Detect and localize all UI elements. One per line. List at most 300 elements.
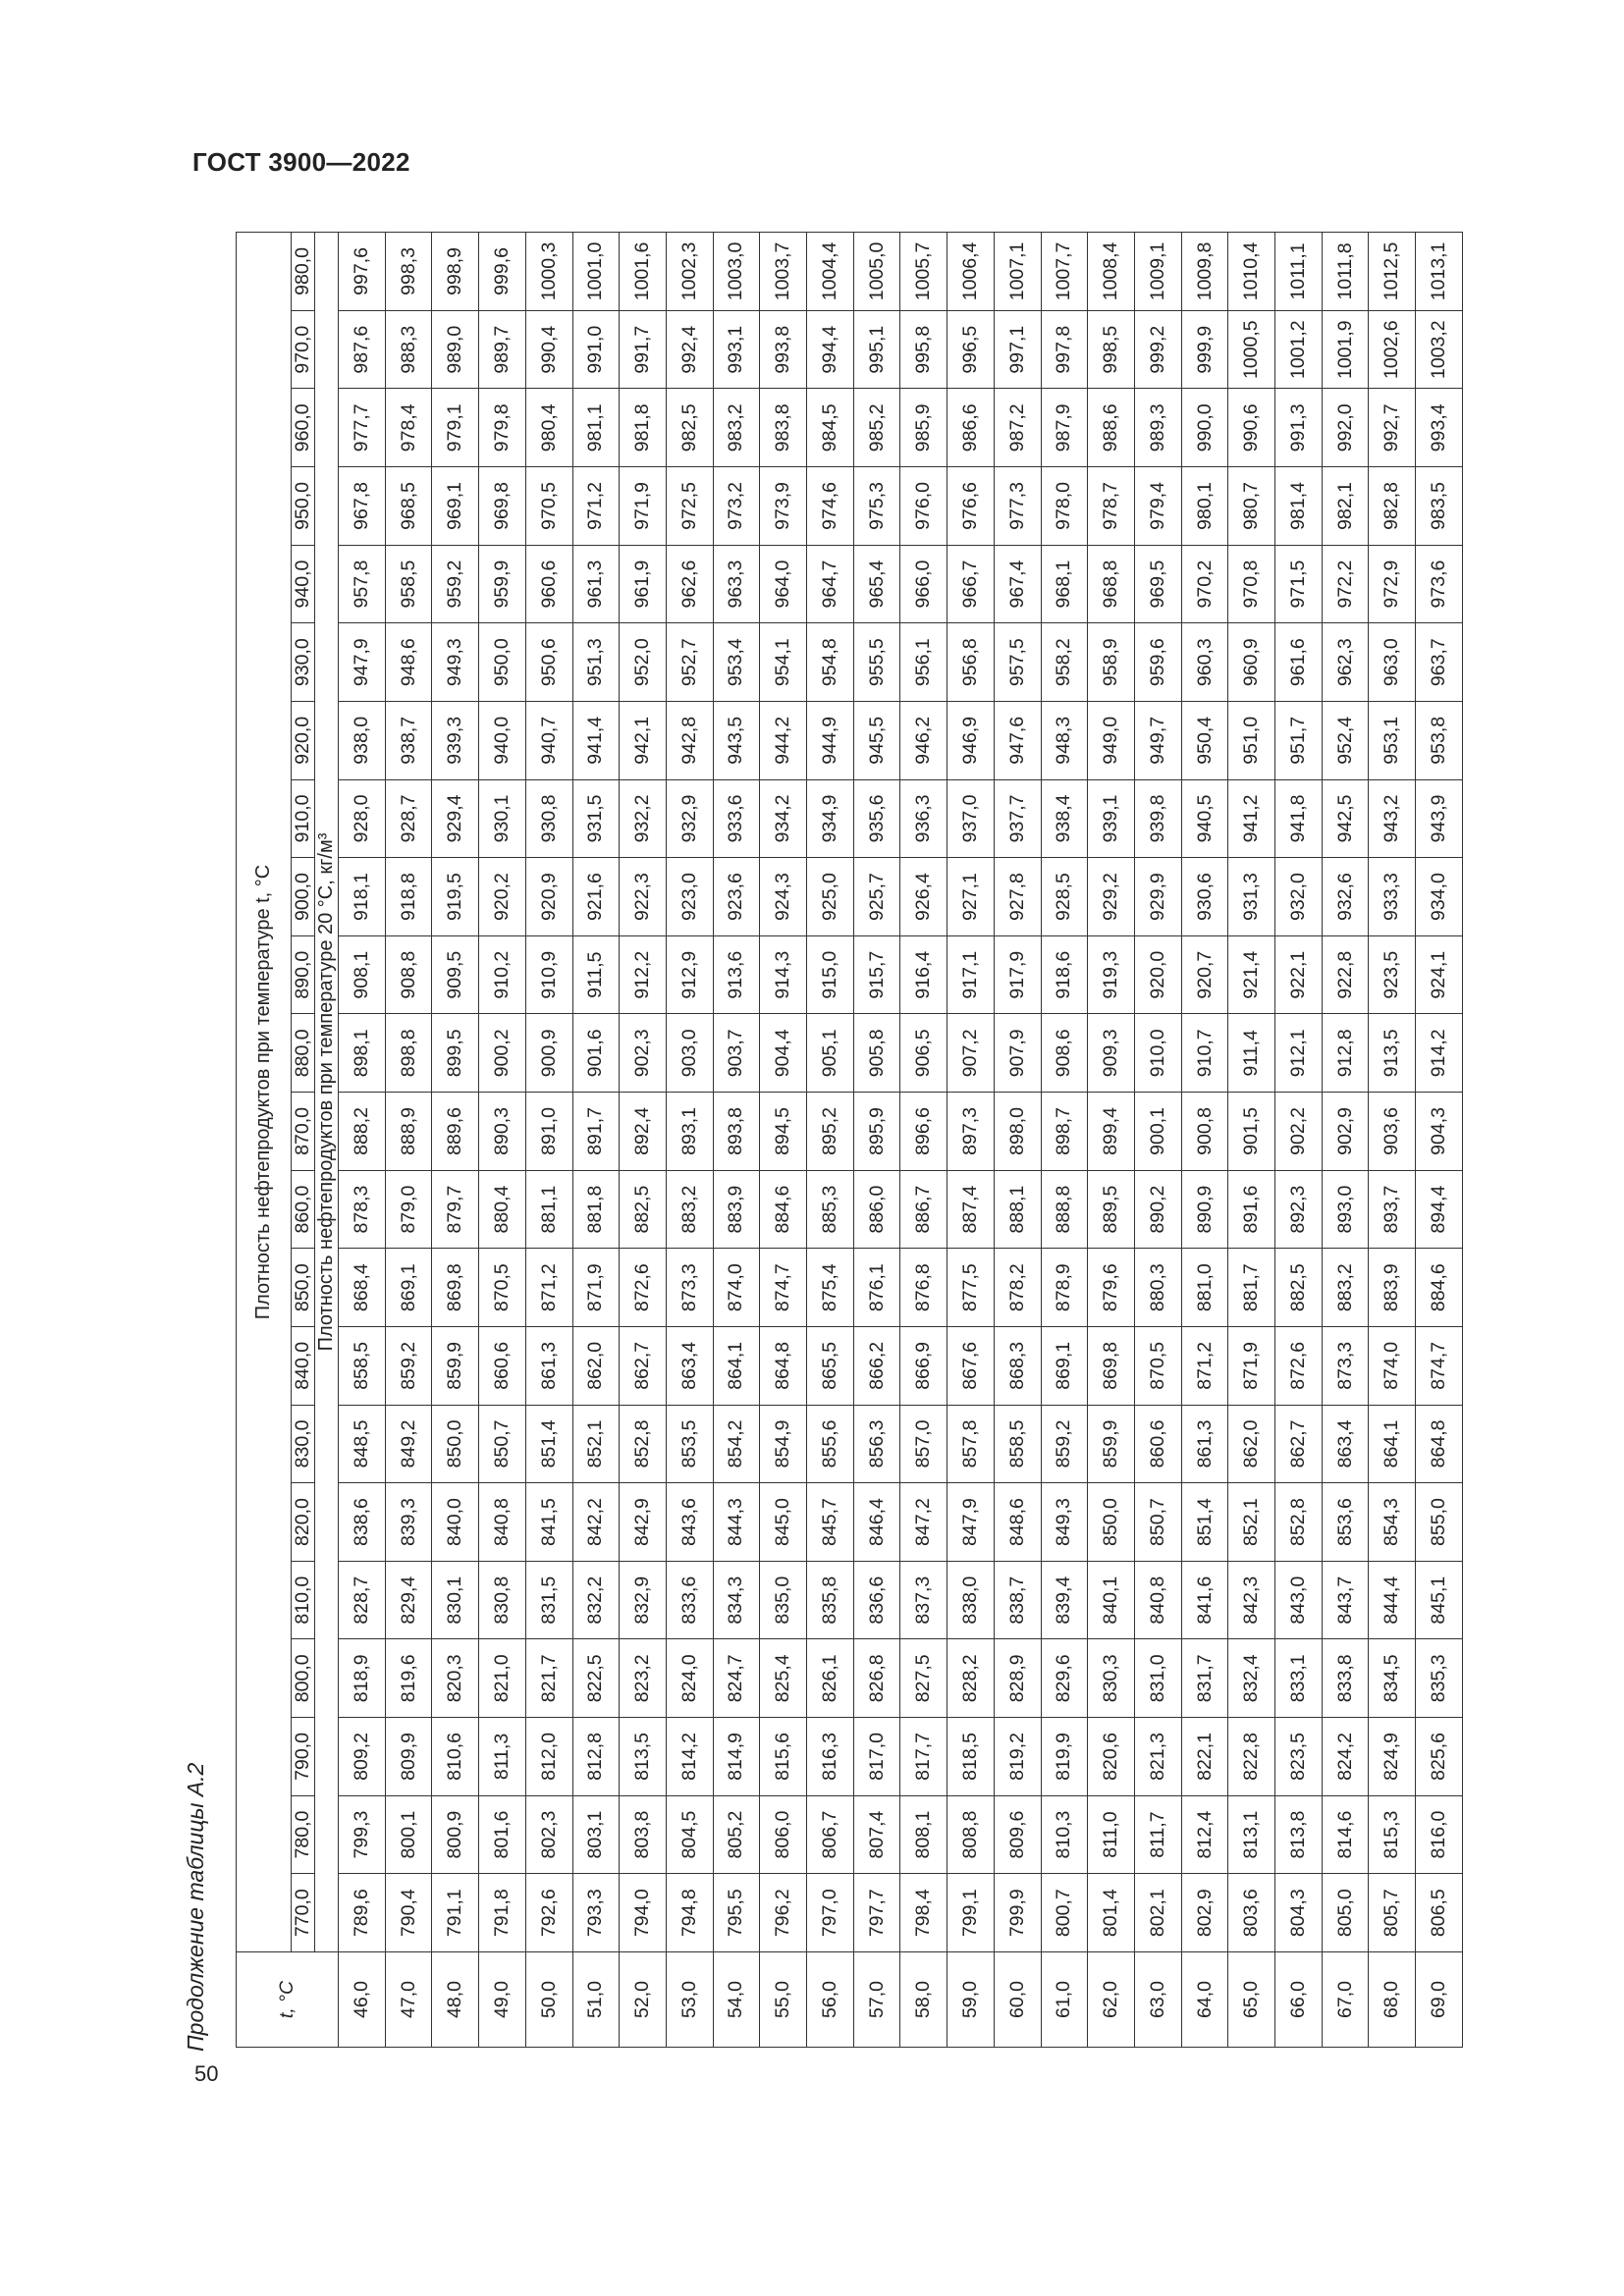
density-cell: 904,3 xyxy=(1416,1093,1463,1171)
density-cell: 852,8 xyxy=(1275,1483,1323,1562)
density-cell: 884,6 xyxy=(1416,1249,1463,1327)
density-cell: 891,7 xyxy=(572,1093,620,1171)
density-cell: 824,2 xyxy=(1322,1718,1369,1796)
density-cell: 812,8 xyxy=(572,1718,620,1796)
density-cell: 811,7 xyxy=(1134,1795,1181,1874)
density-cell: 903,6 xyxy=(1369,1093,1416,1171)
density-cell: 923,6 xyxy=(713,858,760,936)
density-cell: 938,4 xyxy=(1041,779,1088,858)
density-cell: 961,9 xyxy=(620,545,667,623)
density-cell: 953,1 xyxy=(1369,702,1416,780)
density-cell: 867,6 xyxy=(947,1327,995,1406)
density-cell: 940,5 xyxy=(1181,779,1228,858)
density-cell: 919,5 xyxy=(432,858,479,936)
temperature-cell: 58,0 xyxy=(900,1952,947,2048)
density-cell: 1007,7 xyxy=(1041,233,1088,311)
density-cell: 941,4 xyxy=(572,702,620,780)
density-cell: 1005,7 xyxy=(900,233,947,311)
density-cell: 852,1 xyxy=(1228,1483,1275,1562)
density-cell: 966,7 xyxy=(947,545,995,623)
density-cell: 932,9 xyxy=(666,779,713,858)
density-cell: 818,9 xyxy=(339,1639,386,1718)
column-header: 980,0 xyxy=(292,233,315,311)
density-cell: 917,9 xyxy=(994,935,1041,1014)
density-cell: 838,6 xyxy=(339,1483,386,1562)
density-cell: 968,1 xyxy=(1041,545,1088,623)
density-cell: 803,6 xyxy=(1228,1874,1275,1952)
density-cell: 840,1 xyxy=(1088,1561,1135,1639)
density-cell: 1011,1 xyxy=(1275,233,1323,311)
density-cell: 842,3 xyxy=(1228,1561,1275,1639)
density-cell: 977,3 xyxy=(994,467,1041,546)
density-cell: 987,9 xyxy=(1041,389,1088,467)
density-cell: 944,2 xyxy=(760,702,807,780)
density-cell: 857,8 xyxy=(947,1405,995,1483)
density-cell: 942,5 xyxy=(1322,779,1369,858)
density-cell: 879,0 xyxy=(385,1170,432,1249)
density-cell: 994,4 xyxy=(807,310,854,389)
density-cell: 949,7 xyxy=(1134,702,1181,780)
density-cell: 878,2 xyxy=(994,1249,1041,1327)
density-cell: 841,6 xyxy=(1181,1561,1228,1639)
density-cell: 822,8 xyxy=(1228,1718,1275,1796)
density-cell: 986,6 xyxy=(947,389,995,467)
density-cell: 938,0 xyxy=(339,702,386,780)
density-cell: 799,3 xyxy=(339,1795,386,1874)
density-cell: 951,0 xyxy=(1228,702,1275,780)
density-cell: 933,6 xyxy=(713,779,760,858)
density-cell: 928,7 xyxy=(385,779,432,858)
density-cell: 957,8 xyxy=(339,545,386,623)
density-cell: 860,6 xyxy=(1134,1405,1181,1483)
density-cell: 805,2 xyxy=(713,1795,760,1874)
density-cell: 992,0 xyxy=(1322,389,1369,467)
table-row xyxy=(666,233,713,2048)
density-cell: 951,3 xyxy=(572,623,620,702)
density-cell: 892,4 xyxy=(620,1093,667,1171)
density-cell: 907,9 xyxy=(994,1014,1041,1093)
density-cell: 834,3 xyxy=(713,1561,760,1639)
density-cell: 947,6 xyxy=(994,702,1041,780)
density-cell: 811,3 xyxy=(479,1718,526,1796)
density-cell: 909,3 xyxy=(1088,1014,1135,1093)
density-cell: 808,1 xyxy=(900,1795,947,1874)
density-cell: 901,6 xyxy=(572,1014,620,1093)
density-cell: 945,5 xyxy=(853,702,900,780)
density-cell: 844,4 xyxy=(1369,1561,1416,1639)
column-header: 890,0 xyxy=(292,935,315,1014)
density-cell: 1005,0 xyxy=(853,233,900,311)
table-row xyxy=(1416,233,1463,2048)
density-cell: 987,6 xyxy=(339,310,386,389)
density-cell: 800,1 xyxy=(385,1795,432,1874)
temperature-cell: 56,0 xyxy=(807,1952,854,2048)
density-cell: 920,0 xyxy=(1134,935,1181,1014)
density-cell: 990,6 xyxy=(1228,389,1275,467)
density-cell: 802,1 xyxy=(1134,1874,1181,1952)
temperature-cell: 67,0 xyxy=(1322,1952,1369,2048)
density-cell: 814,6 xyxy=(1322,1795,1369,1874)
density-cell: 864,8 xyxy=(1416,1405,1463,1483)
density-cell: 816,0 xyxy=(1416,1795,1463,1874)
density-cell: 794,8 xyxy=(666,1874,713,1952)
density-cell: 989,7 xyxy=(479,310,526,389)
density-cell: 873,3 xyxy=(1322,1327,1369,1406)
density-cell: 977,7 xyxy=(339,389,386,467)
density-cell: 939,1 xyxy=(1088,779,1135,858)
density-cell: 1009,1 xyxy=(1134,233,1181,311)
density-cell: 860,6 xyxy=(479,1327,526,1406)
density-cell: 893,1 xyxy=(666,1093,713,1171)
density-cell: 1000,3 xyxy=(525,233,572,311)
density-cell: 955,5 xyxy=(853,623,900,702)
density-cell: 833,8 xyxy=(1322,1639,1369,1718)
density-cell: 792,6 xyxy=(525,1874,572,1952)
density-cell: 854,2 xyxy=(713,1405,760,1483)
density-cell: 862,7 xyxy=(1275,1405,1323,1483)
density-cell: 943,2 xyxy=(1369,779,1416,858)
table-row xyxy=(1134,233,1181,2048)
density-cell: 929,4 xyxy=(432,779,479,858)
density-cell: 942,1 xyxy=(620,702,667,780)
column-header: 870,0 xyxy=(292,1093,315,1171)
density-cell: 880,4 xyxy=(479,1170,526,1249)
density-cell: 921,4 xyxy=(1228,935,1275,1014)
density-cell: 937,7 xyxy=(994,779,1041,858)
density-cell: 990,0 xyxy=(1181,389,1228,467)
density-cell: 913,5 xyxy=(1369,1014,1416,1093)
density-cell: 943,5 xyxy=(713,702,760,780)
density-cell: 987,2 xyxy=(994,389,1041,467)
density-cell: 859,9 xyxy=(432,1327,479,1406)
density-cell: 969,1 xyxy=(432,467,479,546)
density-cell: 813,5 xyxy=(620,1718,667,1796)
column-header: 790,0 xyxy=(292,1718,315,1796)
density-cell: 908,8 xyxy=(385,935,432,1014)
table-row xyxy=(432,233,479,2048)
density-cell: 976,6 xyxy=(947,467,995,546)
density-cell: 941,2 xyxy=(1228,779,1275,858)
density-cell: 998,5 xyxy=(1088,310,1135,389)
density-cell: 897,3 xyxy=(947,1093,995,1171)
density-cell: 888,9 xyxy=(385,1093,432,1171)
density-cell: 967,4 xyxy=(994,545,1041,623)
density-cell: 820,6 xyxy=(1088,1718,1135,1796)
density-cell: 850,0 xyxy=(1088,1483,1135,1562)
density-cell: 991,0 xyxy=(572,310,620,389)
density-cell: 837,3 xyxy=(900,1561,947,1639)
density-cell: 851,4 xyxy=(525,1405,572,1483)
density-cell: 957,5 xyxy=(994,623,1041,702)
column-header: 850,0 xyxy=(292,1249,315,1327)
table-row xyxy=(807,233,854,2048)
table-row xyxy=(1088,233,1135,2048)
density-cell: 908,6 xyxy=(1041,1014,1088,1093)
density-cell: 824,9 xyxy=(1369,1718,1416,1796)
density-cell: 978,7 xyxy=(1088,467,1135,546)
density-cell: 997,8 xyxy=(1041,310,1088,389)
density-cell: 950,4 xyxy=(1181,702,1228,780)
density-cell: 832,9 xyxy=(620,1561,667,1639)
density-cell: 912,1 xyxy=(1275,1014,1323,1093)
density-cell: 863,4 xyxy=(1322,1405,1369,1483)
density-cell: 956,8 xyxy=(947,623,995,702)
density-cell: 963,0 xyxy=(1369,623,1416,702)
density-cell: 1011,8 xyxy=(1322,233,1369,311)
density-cell: 922,8 xyxy=(1322,935,1369,1014)
density-cell: 858,5 xyxy=(994,1405,1041,1483)
density-cell: 999,6 xyxy=(479,233,526,311)
table-row xyxy=(853,233,900,2048)
density-cell: 843,7 xyxy=(1322,1561,1369,1639)
density-cell: 884,6 xyxy=(760,1170,807,1249)
density-cell: 940,7 xyxy=(525,702,572,780)
density-cell: 999,2 xyxy=(1134,310,1181,389)
density-cell: 791,1 xyxy=(432,1874,479,1952)
density-cell: 835,3 xyxy=(1416,1639,1463,1718)
density-cell: 802,9 xyxy=(1181,1874,1228,1952)
density-cell: 954,1 xyxy=(760,623,807,702)
density-cell: 963,3 xyxy=(713,545,760,623)
density-cell: 869,8 xyxy=(1088,1327,1135,1406)
density-cell: 991,7 xyxy=(620,310,667,389)
density-cell: 814,2 xyxy=(666,1718,713,1796)
density-cell: 929,2 xyxy=(1088,858,1135,936)
density-cell: 962,3 xyxy=(1322,623,1369,702)
density-cell: 862,0 xyxy=(1228,1405,1275,1483)
density-cell: 909,5 xyxy=(432,935,479,1014)
density-cell: 866,2 xyxy=(853,1327,900,1406)
table-row xyxy=(900,233,947,2048)
column-header: 840,0 xyxy=(292,1327,315,1406)
density-cell: 950,6 xyxy=(525,623,572,702)
density-cell: 982,5 xyxy=(666,389,713,467)
density-cell: 910,9 xyxy=(525,935,572,1014)
temperature-cell: 49,0 xyxy=(479,1952,526,2048)
density-cell: 881,8 xyxy=(572,1170,620,1249)
column-header: 930,0 xyxy=(292,623,315,702)
density-cell: 971,2 xyxy=(572,467,620,546)
table-row xyxy=(1181,233,1228,2048)
temperature-cell: 66,0 xyxy=(1275,1952,1323,2048)
density-cell: 980,7 xyxy=(1228,467,1275,546)
density-cell: 981,4 xyxy=(1275,467,1323,546)
density-cell: 864,1 xyxy=(713,1327,760,1406)
density-cell: 805,0 xyxy=(1322,1874,1369,1952)
density-cell: 920,2 xyxy=(479,858,526,936)
density-cell: 856,3 xyxy=(853,1405,900,1483)
density-cell: 956,1 xyxy=(900,623,947,702)
density-cell: 830,8 xyxy=(479,1561,526,1639)
temperature-cell: 46,0 xyxy=(339,1952,386,2048)
density-cell: 812,0 xyxy=(525,1718,572,1796)
density-cell: 840,0 xyxy=(432,1483,479,1562)
density-cell: 911,5 xyxy=(572,935,620,1014)
density-cell: 895,9 xyxy=(853,1093,900,1171)
table-row xyxy=(479,233,526,2048)
density-cell: 970,8 xyxy=(1228,545,1275,623)
density-cell: 854,9 xyxy=(760,1405,807,1483)
density-cell: 983,5 xyxy=(1416,467,1463,546)
density-cell: 949,0 xyxy=(1088,702,1135,780)
density-cell: 935,6 xyxy=(853,779,900,858)
density-cell: 874,7 xyxy=(760,1249,807,1327)
density-cell: 870,5 xyxy=(1134,1327,1181,1406)
density-cell: 881,7 xyxy=(1228,1249,1275,1327)
temperature-cell: 62,0 xyxy=(1088,1952,1135,2048)
column-header: 770,0 xyxy=(292,1874,315,1952)
temperature-cell: 68,0 xyxy=(1369,1952,1416,2048)
density-cell: 829,4 xyxy=(385,1561,432,1639)
density-cell: 968,8 xyxy=(1088,545,1135,623)
density-cell: 859,9 xyxy=(1088,1405,1135,1483)
density-cell: 872,6 xyxy=(620,1249,667,1327)
density-cell: 930,1 xyxy=(479,779,526,858)
density-cell: 979,1 xyxy=(432,389,479,467)
density-cell: 809,6 xyxy=(994,1795,1041,1874)
density-cell: 830,3 xyxy=(1088,1639,1135,1718)
density-cell: 818,5 xyxy=(947,1718,995,1796)
density-cell: 883,2 xyxy=(666,1170,713,1249)
density-cell: 932,6 xyxy=(1322,858,1369,936)
table-row xyxy=(525,233,572,2048)
density-cell: 997,6 xyxy=(339,233,386,311)
density-cell: 982,8 xyxy=(1369,467,1416,546)
density-cell: 866,9 xyxy=(900,1327,947,1406)
density-cell: 813,8 xyxy=(1275,1795,1323,1874)
density-cell: 969,8 xyxy=(479,467,526,546)
density-cell: 839,3 xyxy=(385,1483,432,1562)
density-cell: 998,9 xyxy=(432,233,479,311)
density-cell: 928,0 xyxy=(339,779,386,858)
temperature-cell: 59,0 xyxy=(947,1952,995,2048)
density-cell: 952,0 xyxy=(620,623,667,702)
density-cell: 881,1 xyxy=(525,1170,572,1249)
density-cell: 858,5 xyxy=(339,1327,386,1406)
density-cell: 800,9 xyxy=(432,1795,479,1874)
density-cell: 900,8 xyxy=(1181,1093,1228,1171)
density-cell: 810,6 xyxy=(432,1718,479,1796)
density-cell: 840,8 xyxy=(479,1483,526,1562)
density-cell: 936,3 xyxy=(900,779,947,858)
table-row xyxy=(1275,233,1323,2048)
density-cell: 1012,5 xyxy=(1369,233,1416,311)
density-cell: 995,1 xyxy=(853,310,900,389)
density-cell: 855,0 xyxy=(1416,1483,1463,1562)
density-cell: 913,6 xyxy=(713,935,760,1014)
density-cell: 942,8 xyxy=(666,702,713,780)
density-cell: 878,3 xyxy=(339,1170,386,1249)
column-header: 960,0 xyxy=(292,389,315,467)
density-cell: 931,5 xyxy=(572,779,620,858)
density-cell: 927,8 xyxy=(994,858,1041,936)
column-header: 860,0 xyxy=(292,1170,315,1249)
table-row xyxy=(572,233,620,2048)
density-cell: 857,0 xyxy=(900,1405,947,1483)
density-cell: 961,3 xyxy=(572,545,620,623)
density-cell: 888,8 xyxy=(1041,1170,1088,1249)
density-cell: 982,1 xyxy=(1322,467,1369,546)
density-cell: 903,0 xyxy=(666,1014,713,1093)
density-cell: 951,7 xyxy=(1275,702,1323,780)
density-cell: 794,0 xyxy=(620,1874,667,1952)
density-cell: 886,7 xyxy=(900,1170,947,1249)
density-cell: 879,7 xyxy=(432,1170,479,1249)
temperature-cell: 65,0 xyxy=(1228,1952,1275,2048)
density-cell: 997,1 xyxy=(994,310,1041,389)
density-cell: 938,7 xyxy=(385,702,432,780)
density-cell: 819,2 xyxy=(994,1718,1041,1796)
temperature-cell: 48,0 xyxy=(432,1952,479,2048)
density-cell: 920,9 xyxy=(525,858,572,936)
density-cell: 830,1 xyxy=(432,1561,479,1639)
column-header: 880,0 xyxy=(292,1014,315,1093)
column-header: 820,0 xyxy=(292,1483,315,1562)
temperature-cell: 64,0 xyxy=(1181,1952,1228,2048)
density-cell: 919,3 xyxy=(1088,935,1135,1014)
density-cell: 838,0 xyxy=(947,1561,995,1639)
density-cell: 861,3 xyxy=(1181,1405,1228,1483)
density-cell: 851,4 xyxy=(1181,1483,1228,1562)
density-cell: 960,3 xyxy=(1181,623,1228,702)
density-cell: 827,5 xyxy=(900,1639,947,1718)
density-cell: 1003,0 xyxy=(713,233,760,311)
temperature-cell: 53,0 xyxy=(666,1952,713,2048)
density-cell: 893,8 xyxy=(713,1093,760,1171)
table-row xyxy=(1322,233,1369,2048)
table-row xyxy=(1369,233,1416,2048)
density-cell: 817,0 xyxy=(853,1718,900,1796)
column-header: 780,0 xyxy=(292,1795,315,1874)
density-cell: 855,6 xyxy=(807,1405,854,1483)
density-cell: 890,2 xyxy=(1134,1170,1181,1249)
density-cell: 988,3 xyxy=(385,310,432,389)
density-cell: 989,0 xyxy=(432,310,479,389)
density-cell: 804,5 xyxy=(666,1795,713,1874)
table-row xyxy=(994,233,1041,2048)
density-cell: 847,2 xyxy=(900,1483,947,1562)
density-cell: 834,5 xyxy=(1369,1639,1416,1718)
density-cell: 859,2 xyxy=(1041,1405,1088,1483)
density-cell: 985,9 xyxy=(900,389,947,467)
density-cell: 826,1 xyxy=(807,1639,854,1718)
density-cell: 934,2 xyxy=(760,779,807,858)
density-cell: 811,0 xyxy=(1088,1795,1135,1874)
density-cell: 949,3 xyxy=(432,623,479,702)
density-cell: 828,2 xyxy=(947,1639,995,1718)
density-cell: 996,5 xyxy=(947,310,995,389)
density-cell: 868,4 xyxy=(339,1249,386,1327)
density-cell: 798,4 xyxy=(900,1874,947,1952)
density-cell: 887,4 xyxy=(947,1170,995,1249)
density-cell: 821,0 xyxy=(479,1639,526,1718)
density-cell: 923,0 xyxy=(666,858,713,936)
density-cell: 959,9 xyxy=(479,545,526,623)
density-cell: 927,1 xyxy=(947,858,995,936)
density-cell: 871,9 xyxy=(1228,1327,1275,1406)
density-cell: 1001,6 xyxy=(620,233,667,311)
density-cell: 976,0 xyxy=(900,467,947,546)
density-cell: 918,6 xyxy=(1041,935,1088,1014)
density-cell: 840,8 xyxy=(1134,1561,1181,1639)
density-cell: 1000,5 xyxy=(1228,310,1275,389)
density-cell: 821,7 xyxy=(525,1639,572,1718)
density-cell: 812,4 xyxy=(1181,1795,1228,1874)
density-cell: 822,1 xyxy=(1181,1718,1228,1796)
density-cell: 849,3 xyxy=(1041,1483,1088,1562)
density-cell: 875,4 xyxy=(807,1249,854,1327)
density-cell: 930,6 xyxy=(1181,858,1228,936)
